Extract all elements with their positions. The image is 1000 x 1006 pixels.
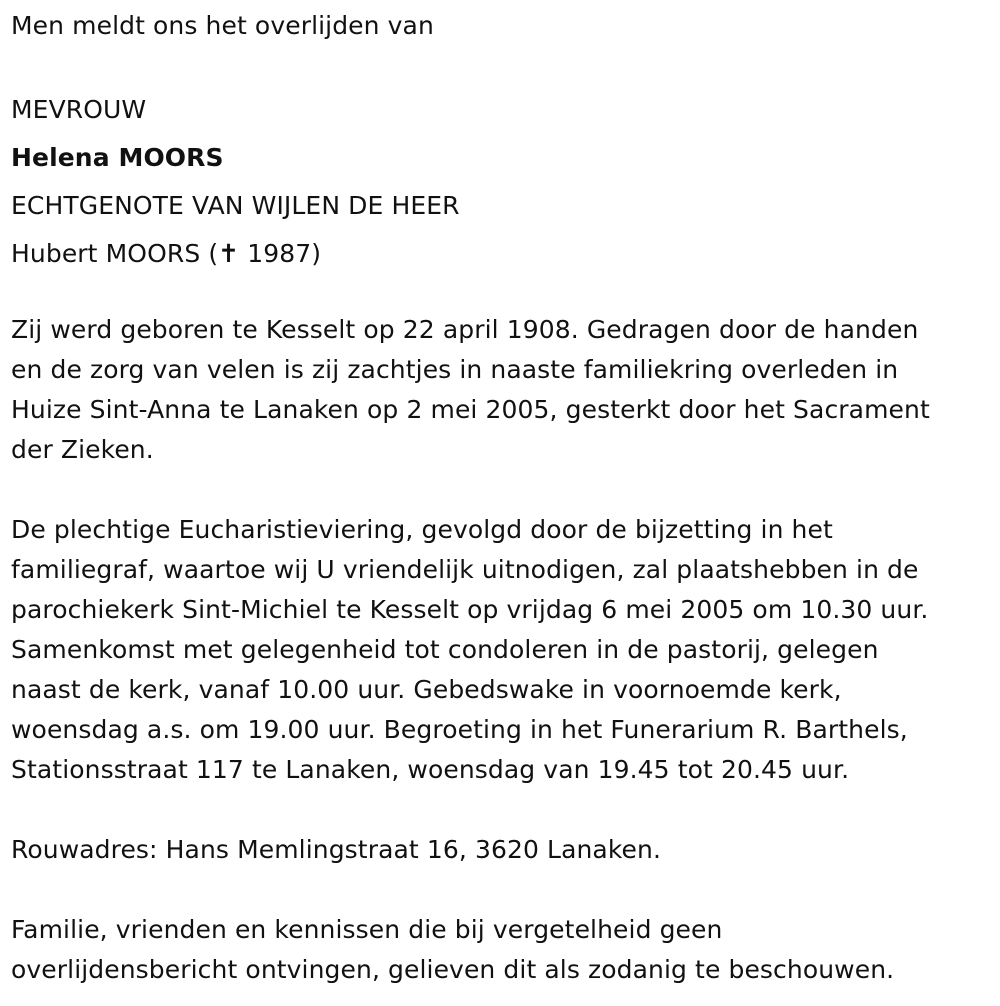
paragraph-line: Huize Sint-Anna te Lanaken op 2 mei 2005, gesterkt door het Sacrament [11,395,930,424]
paragraph-line: parochiekerk Sint-Michiel te Kesselt op vrijdag 6 mei 2005 om 10.30 uur. [11,595,929,624]
paragraph-line: woensdag a.s. om 19.00 uur. Begroeting in het Funerarium R. Barthels, [11,715,908,744]
paragraph-line: Familie, vrienden en kennissen die bij vergetelheid geen [11,915,723,944]
paragraph-line: en de zorg van velen is zij zachtjes in naaste familiekring overleden in [11,355,899,384]
mourning-address-paragraph [11,830,661,870]
paragraph-line: De plechtige Eucharistieviering, gevolgd door de bijzetting in het [11,515,833,544]
paragraph-line: Zij werd geboren te Kesselt op 22 april 1908. Gedragen door de handen [11,315,919,344]
closing-paragraph [11,910,894,990]
deceased-name: Helena MOORS [11,143,224,172]
title-text: MEVROUW [11,95,147,124]
paragraph-line: Rouwadres: Hans Memlingstraat 16, 3620 Lanaken. [11,835,662,864]
paragraph-line: familiegraf, waartoe wij U vriendelijk uitnodigen, zal plaatshebben in de [11,555,919,584]
paragraph-line: Samenkomst met gelegenheid tot condoleren in de pastorij, gelegen [11,635,879,664]
intro-text: Men meldt ons het overlijden van [11,11,434,40]
deceased-heading [11,86,460,278]
paragraph-line: der Zieken. [11,435,154,464]
spouse-text: Hubert MOORS (✝ 1987) [11,239,322,268]
ceremony-paragraph [11,510,928,790]
relation-text: ECHTGENOTE VAN WIJLEN DE HEER [11,191,460,220]
birth-death-paragraph [11,310,930,470]
paragraph-line: Stationsstraat 117 te Lanaken, woensdag van 19.45 tot 20.45 uur. [11,755,850,784]
paragraph-line: overlijdensbericht ontvingen, gelieven dit als zodanig te beschouwen. [11,955,895,984]
paragraph-line: naast de kerk, vanaf 10.00 uur. Gebedswake in voornoemde kerk, [11,675,842,704]
